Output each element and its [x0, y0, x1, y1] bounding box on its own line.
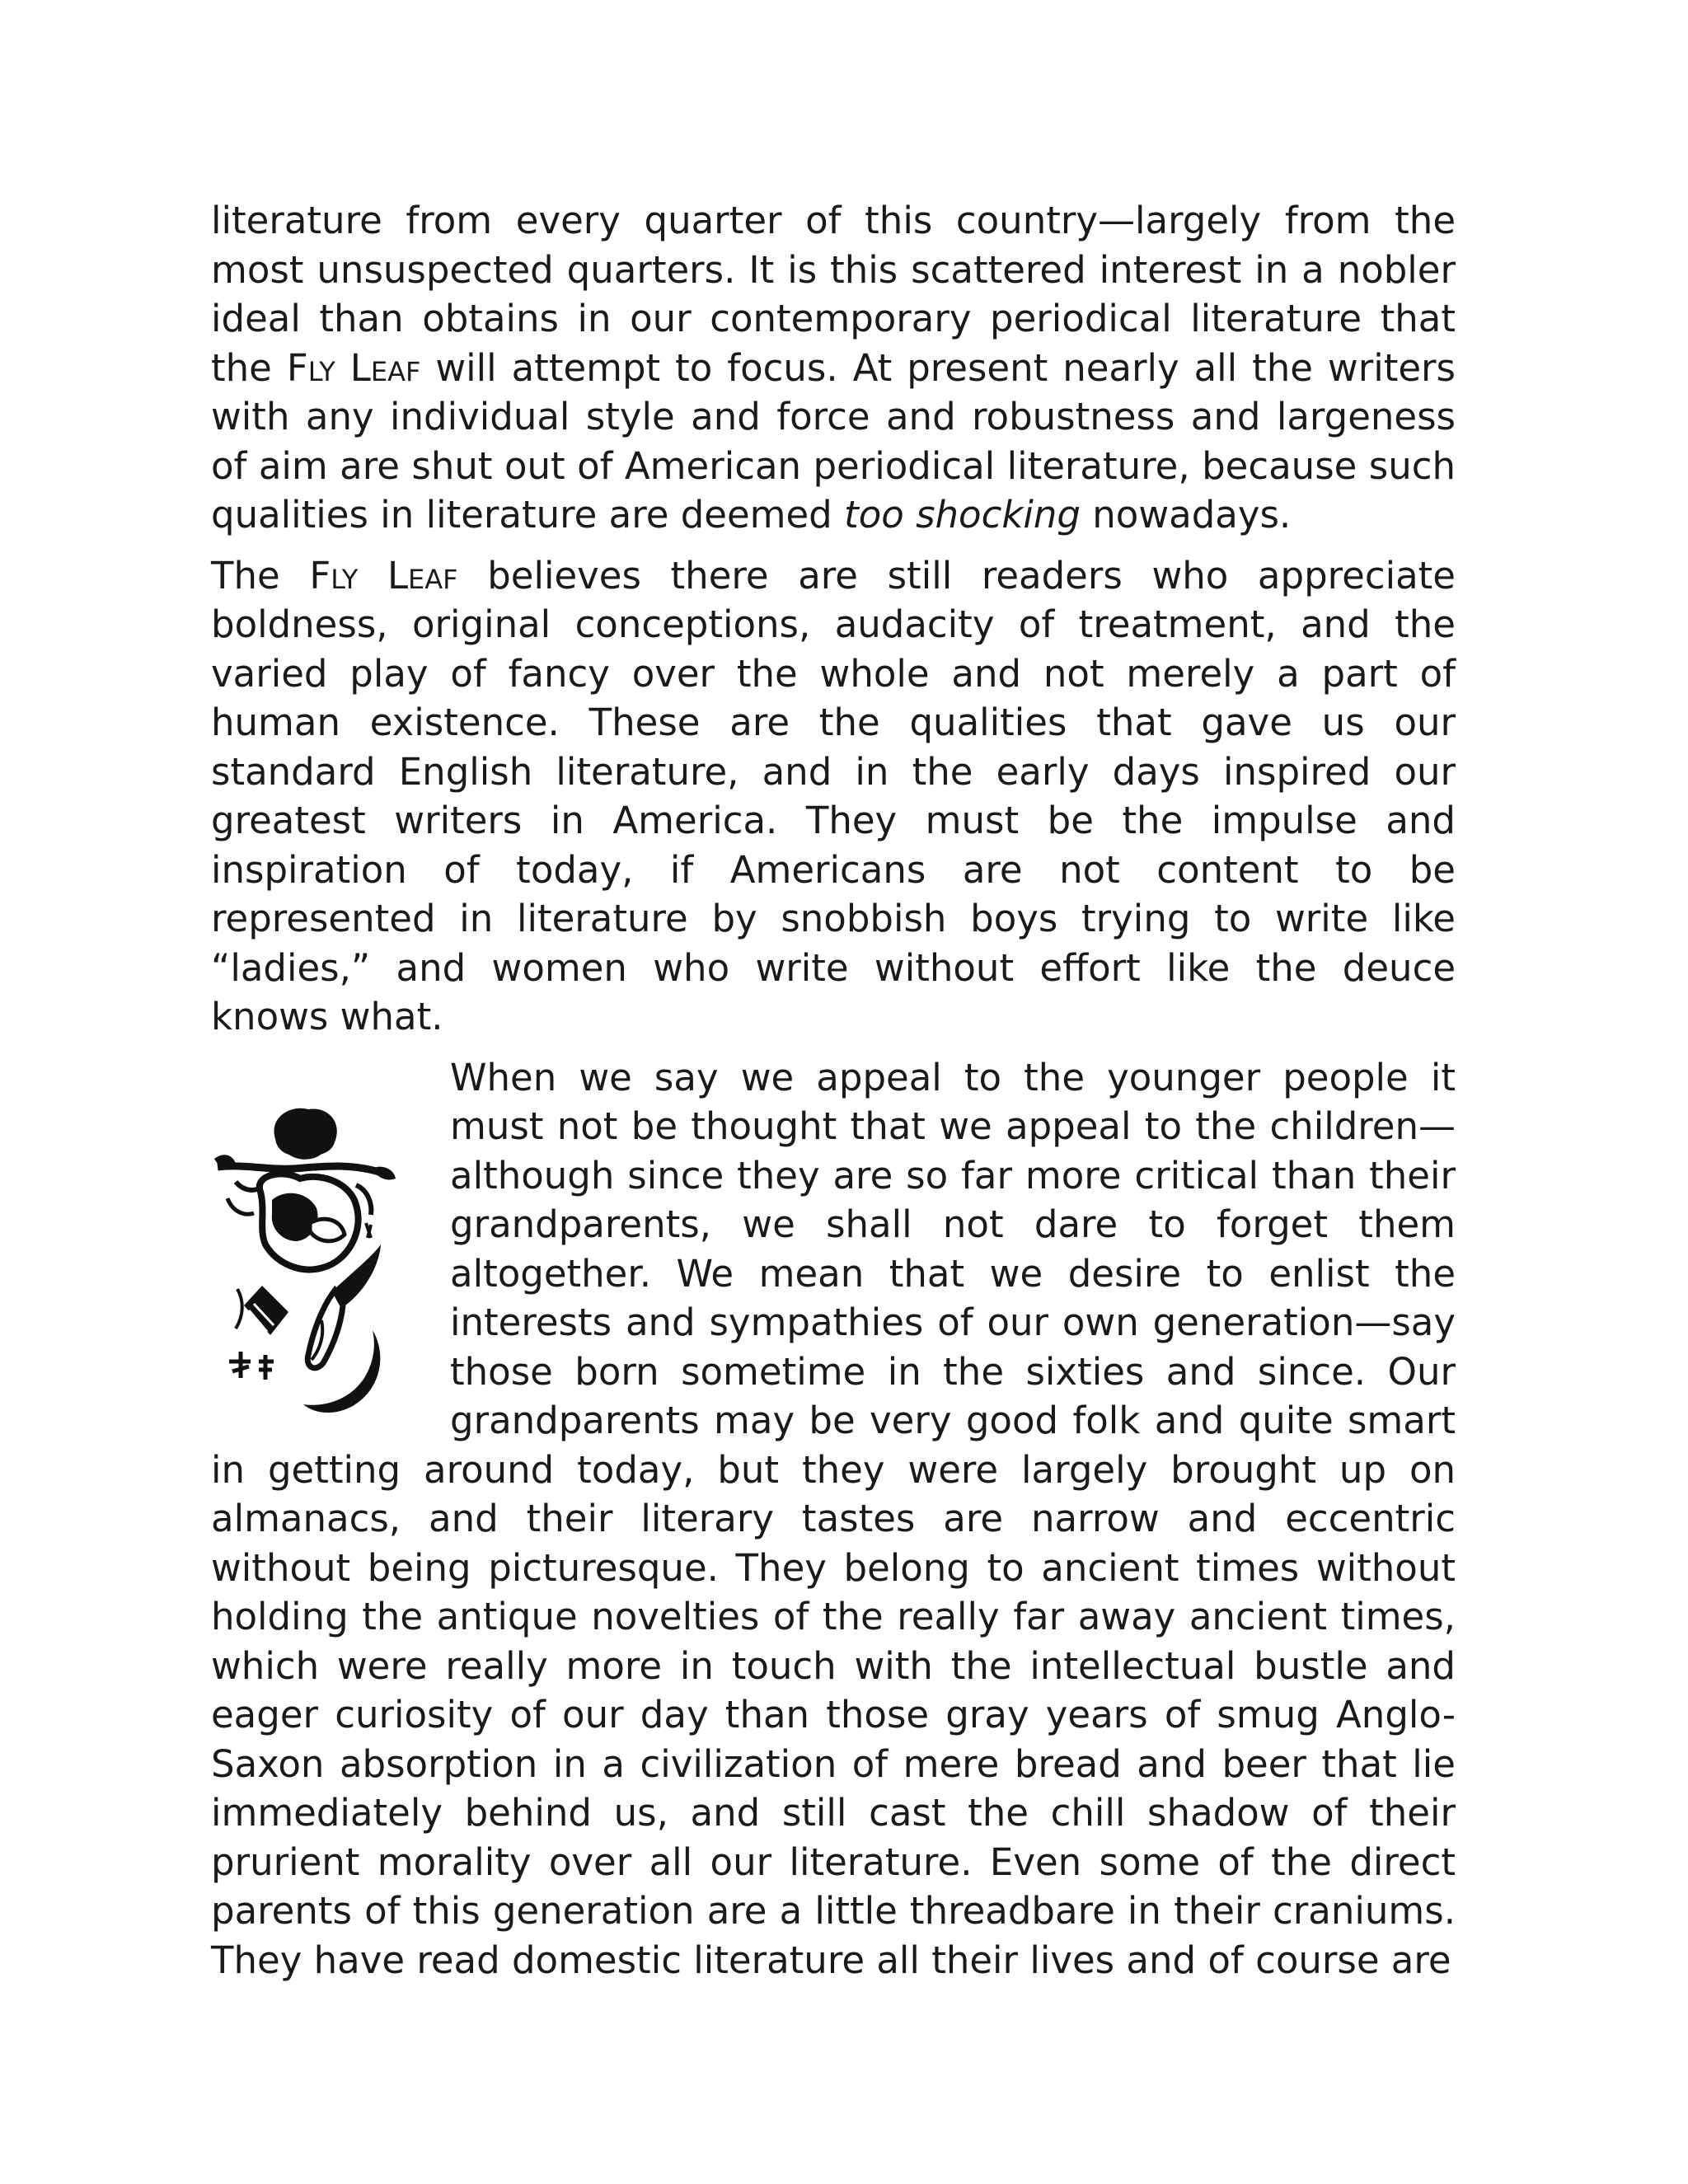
fly-leaf-figure-illustration [211, 1099, 417, 1433]
fly-leaf-title: Fly Leaf [286, 345, 421, 390]
paragraph-3-text: When we say we appeal to the younger people it must not be thought that we appeal to the children—although since they are so far more critical than their grandparents, we shall not dare to forget them altogether. We mean that we desire to enlist the interests and sympathies of our own generation—say those born sometime in the sixties and since. Our grandparents may be very good folk and quite smart in getting around today, but they were largely brought up on almanacs, and their literary tastes are narrow and eccentric without being picturesque. They belong to ancient times without holding the antique novelties of the really far away ancient times, which were really more in touch with the intellectual bustle and eager curiosity of our day than those gray years of smug Anglo-Saxon absorption in a civilization of mere bread and beer that lie immediately behind us, and still cast the chill shadow of their prurient morality over all our literature. Even some of the direct parents of this generation are a little threadbare in their craniums. They have read domestic literature all their lives and of course are [211, 1055, 1456, 1982]
paragraph-1-text-b: will attempt to focus. At present nearly all the writers with any individual style and force and robustness and largeness of aim are shut out of American periodical literature, because such qualities in literature are deemed [211, 345, 1456, 537]
paragraph-1 [211, 196, 1456, 540]
figure-drawing-icon [211, 1099, 417, 1433]
paragraph-1-text-c: nowadays. [1080, 493, 1292, 537]
paragraph-2-text-b: believes there are still readers who appreciate boldness, original conceptions, audacity of treatment, and the varied play of fancy over the whole and not merely a part of human existence. These are the qualities that gave us our standard English literature, and in the early days inspired our greatest writers in America. They must be the impulse and inspiration of today, if Americans are not content to be represented in literature by snobbish boys trying to write like “ladies,” and women who write without effort like the deuce knows what. [211, 553, 1456, 1038]
paragraph-1-text-a: literature from every quarter of this country—largely from the most unsuspected quarters. It is this scattered interest in a nobler ideal than obtains in our contemporary periodical literature that the [211, 199, 1456, 390]
document-page [211, 196, 1456, 1996]
paragraph-2 [211, 551, 1456, 1042]
paragraph-2-text-a: The [211, 553, 310, 598]
italic-phrase: too shocking [844, 493, 1081, 537]
fly-leaf-title: Fly Leaf [309, 553, 458, 598]
